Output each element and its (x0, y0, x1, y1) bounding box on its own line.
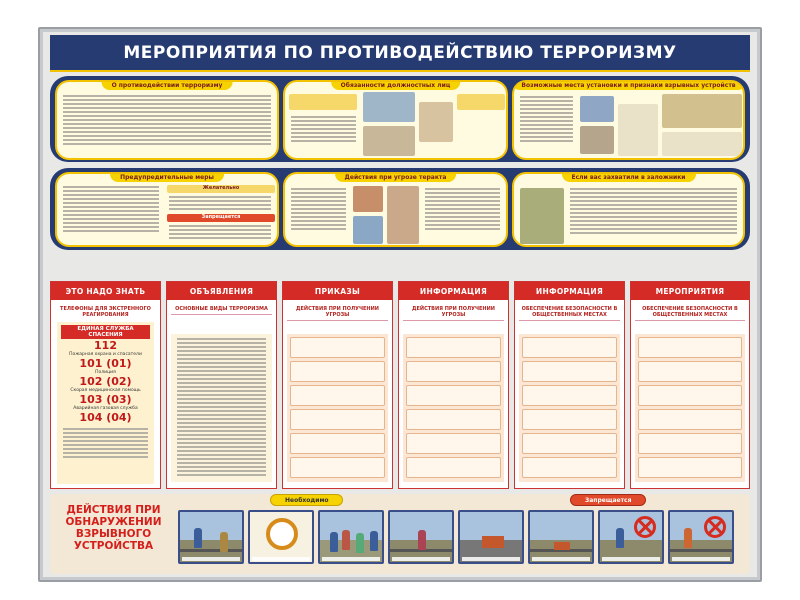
panel-duties (283, 80, 508, 160)
scene-package (458, 510, 524, 564)
phone-112: 112 (94, 339, 117, 352)
text-block (177, 338, 266, 478)
panel-counteraction (55, 80, 279, 160)
illustration-box (580, 126, 614, 154)
column-orders (282, 281, 393, 489)
list-item (406, 433, 501, 454)
column-body (635, 334, 745, 482)
phone-fire: 101 (01) (79, 357, 132, 370)
panel-threat (283, 172, 508, 247)
column-body (171, 334, 272, 482)
text-block (63, 428, 148, 458)
phone-gas: 104 (04) (79, 411, 132, 424)
illustration-officer (419, 102, 453, 142)
column-subheading: ДЕЙСТВИЯ ПРИ ПОЛУЧЕНИИ УГРОЗЫ (287, 304, 388, 321)
column-announcements (166, 281, 277, 489)
panel-heading: Возможные места установки и признаки взрывных устройств (512, 81, 745, 90)
phone-label: Аварийная газовая служба (73, 406, 138, 411)
forbidden-icon (634, 516, 656, 538)
bottom-strip (50, 494, 750, 574)
text-block (169, 196, 271, 212)
desirable-label: Желательно (167, 185, 275, 193)
column-subheading: ТЕЛЕФОНЫ ДЛЯ ЭКСТРЕННОГО РЕАГИРОВАНИЯ (60, 306, 151, 318)
illustration-checkpoint (363, 126, 415, 156)
column-heading: ИНФОРМАЦИЯ (515, 282, 624, 300)
scene-rail-tracks (178, 510, 244, 564)
list-item (406, 337, 501, 358)
list-item (290, 457, 385, 478)
list-item (522, 361, 617, 382)
text-block (570, 188, 737, 236)
label-box (457, 94, 505, 110)
list-item (638, 337, 742, 358)
list-item (290, 385, 385, 406)
illustration-person (353, 186, 383, 212)
panel-heading: Действия при угрозе теракта (335, 173, 457, 182)
list-item (406, 409, 501, 430)
list-item (638, 361, 742, 382)
explosive-actions-title: ДЕЙСТВИЯ ПРИ ОБНАРУЖЕНИИ ВЗРЫВНОГО УСТРОЙСТВА (65, 504, 162, 552)
poster-title-bar (50, 35, 750, 72)
list-item (406, 361, 501, 382)
panel-heading: О противодействии терроризму (102, 81, 233, 90)
scene-track-object (528, 510, 594, 564)
label-box (289, 94, 357, 110)
column-subheading: ДЕЙСТВИЯ ПРИ ПОЛУЧЕНИИ УГРОЗЫ (403, 304, 504, 321)
illustration-bag (580, 96, 614, 122)
list-item (522, 337, 617, 358)
column-body (403, 334, 504, 482)
list-item (638, 433, 742, 454)
forbidden-badge: Запрещается (570, 494, 646, 506)
column-heading: ПРИКАЗЫ (283, 282, 392, 300)
rescue-service: ЕДИНАЯ СЛУЖБА СПАСЕНИЯ (61, 325, 150, 339)
poster-title: МЕРОПРИЯТИЯ ПО ПРОТИВОДЕЙСТВИЮ ТЕРРОРИЗМУ (123, 42, 677, 63)
signs-list (618, 104, 658, 156)
signs-list (662, 132, 742, 156)
scene-crowd (318, 510, 384, 564)
phone-ambulance: 103 (03) (79, 393, 132, 406)
scene-no-touch (598, 510, 664, 564)
text-block (63, 186, 159, 234)
list-item (522, 433, 617, 454)
list-item (522, 457, 617, 478)
phone-label: Скорая медицинская помощь (70, 388, 141, 393)
phone-list (57, 322, 154, 484)
column-information-public (514, 281, 625, 489)
poster-board (43, 32, 757, 577)
scene-platform (388, 510, 454, 564)
forbidden-icon (704, 516, 726, 538)
column-heading: ЭТО НАДО ЗНАТЬ (51, 282, 160, 300)
phone-label: Полиция (95, 370, 116, 375)
column-must-know (50, 281, 161, 489)
panel-heading: Если вас захватили в заложники (562, 173, 696, 182)
list-item (522, 385, 617, 406)
panel-hostage (512, 172, 745, 247)
watch-icon (266, 518, 298, 550)
illustration-woman (387, 186, 419, 244)
list-item (290, 361, 385, 382)
necessary-badge: Необходимо (270, 494, 343, 506)
column-heading: ОБЪЯВЛЕНИЯ (167, 282, 276, 300)
scene-watch (248, 510, 314, 564)
illustration-hostage (520, 188, 564, 244)
list-item (638, 409, 742, 430)
scene-no-move (668, 510, 734, 564)
panel-heading: Обязанности должностных лиц (331, 81, 461, 90)
phone-police: 102 (02) (79, 375, 132, 388)
column-measures (630, 281, 750, 489)
panel-prevention (55, 172, 279, 247)
column-heading: ИНФОРМАЦИЯ (399, 282, 508, 300)
text-block (425, 188, 500, 232)
column-information (398, 281, 509, 489)
list-item (522, 409, 617, 430)
illustration-car (363, 92, 415, 122)
list-item (638, 457, 742, 478)
text-block (291, 188, 346, 232)
text-block (520, 96, 573, 144)
list-item (638, 385, 742, 406)
panel-places (512, 80, 745, 160)
panel-heading: Предупредительные меры (110, 173, 224, 182)
column-body (519, 334, 620, 482)
column-subheading: ОСНОВНЫЕ ВИДЫ ТЕРРОРИЗМА (171, 304, 272, 315)
column-body (287, 334, 388, 482)
list-item (290, 433, 385, 454)
illustration-building (662, 94, 742, 128)
text-block (63, 95, 271, 147)
illustration-phone (353, 216, 383, 244)
list-item (406, 457, 501, 478)
list-item (290, 337, 385, 358)
forbidden-label: Запрещается (167, 214, 275, 222)
phone-label: Пожарная охрана и спасатели (69, 352, 142, 357)
text-block (291, 116, 356, 144)
package-icon (482, 536, 504, 548)
column-heading: МЕРОПРИЯТИЯ (631, 282, 749, 300)
list-item (290, 409, 385, 430)
column-subheading: ОБЕСПЕЧЕНИЕ БЕЗОПАСНОСТИ В ОБЩЕСТВЕННЫХ МЕСТАХ (519, 304, 620, 321)
list-item (406, 385, 501, 406)
text-block (169, 225, 271, 241)
column-subheading: ОБЕСПЕЧЕНИЕ БЕЗОПАСНОСТИ В ОБЩЕСТВЕННЫХ МЕСТАХ (635, 304, 745, 321)
